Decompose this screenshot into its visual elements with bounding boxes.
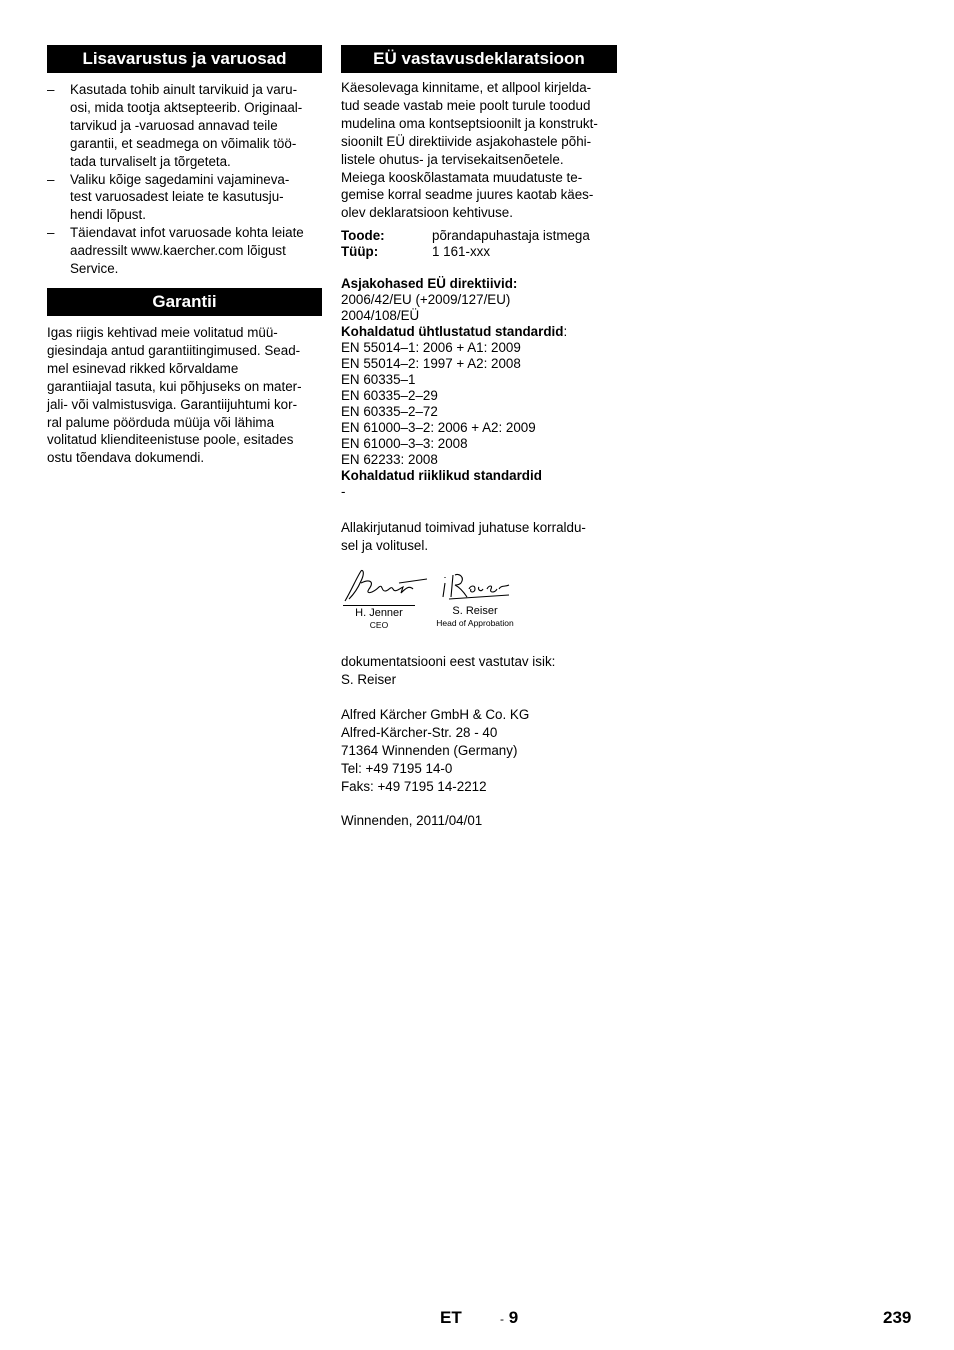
signatures bbox=[341, 567, 617, 637]
signature-reiser-icon bbox=[439, 567, 519, 605]
footer-page-number: 239 bbox=[883, 1308, 912, 1327]
signature-jenner-icon bbox=[339, 567, 429, 605]
accessories-item: – Täiendavat infot varuosade kohta leiate aadressilt www.kaercher.com lõigust Service. bbox=[47, 225, 304, 277]
right-column bbox=[341, 45, 617, 830]
product-info bbox=[341, 228, 617, 260]
declaration-intro: Käesolevaga kinnitame, et allpool kirjelda- tud seade vastab meie poolt turule toodud mudelina oma kontseptsioonilt ja konstrukt- sioonilt EÜ direktiivide asjakohastele põhi- listele ohutus- ja tervisekaitsenõetele. Meiega kooskõlastamata muudatuste te- gemise korral seadme juures kaotab käes- olev deklaratsioon kehtivuse. bbox=[341, 80, 598, 221]
company-address: Alfred Kärcher GmbH & Co. KG Alfred-Kärcher-Str. 28 - 40 71364 Winnenden (Germany) Tel: +49 7195 14-0 Faks: +49 7195 14-2212 bbox=[341, 706, 530, 794]
accessories-list bbox=[47, 81, 322, 278]
left-column bbox=[47, 45, 322, 467]
signed-text: Allakirjutanud toimivad juhatuse korraldu- sel ja volitusel. bbox=[341, 520, 586, 554]
harmonised-label-row: Kohaldatud ühtlustatud standardid: bbox=[341, 324, 568, 340]
place-date: Winnenden, 2011/04/01 bbox=[341, 813, 483, 829]
standards-block: Asjakohased EÜ direktiivid: 2006/42/EU (+2009/127/EU) 2004/108/EÜ Kohaldatud ühtlustatud standardid: EN 55014–1: 2006 + A1: 2009 EN 55014–2: 1997 + A2: 2008 EN 60335–1 EN 60335–2–29 EN 60335–2–72 EN 61000–3–2: 2006 + A2: 2009 EN 61000–3–3: 2008 EN 62233: 2008 Kohaldatud riiklikud standardid - bbox=[341, 276, 617, 500]
declaration-heading: EÜ vastavusdeklaratsioon bbox=[341, 45, 617, 73]
accessories-heading: Lisavarustus ja varuosad bbox=[47, 45, 322, 73]
signature-jenner: H. Jenner CEO bbox=[343, 567, 415, 631]
type-row: Tüüp: 1 161-xxx bbox=[341, 244, 491, 260]
warranty-heading: Garantii bbox=[47, 288, 322, 316]
footer-section-page: - 9 bbox=[500, 1308, 519, 1327]
responsible-person: dokumentatsiooni eest vastutav isik: S. Reiser bbox=[341, 654, 556, 687]
footer-language: ET bbox=[440, 1308, 462, 1327]
accessories-item: – Kasutada tohib ainult tarvikuid ja varu- osi, mida tootja aktsepteerib. Originaal- tarvikud ja -varuosad annavad teile garantii, et seadmega on võimalik töö- tada turvaliselt ja tõrgeteta. bbox=[47, 82, 303, 169]
signature-reiser: S. Reiser Head of Approbation bbox=[429, 567, 521, 629]
accessories-item: – Valiku kõige sagedamini vajamineva- test varuosadest leiate te kasutusju- hendi lõpust. bbox=[47, 171, 290, 223]
warranty-text: Igas riigis kehtivad meie volitatud müü- giesindaja antud garantiitingimused. Sead- mel esinevad rikked kõrvaldame garantiiajal tasuta, kui põhjuseks on mater- jali- või valmistusviga. Garantiijuhtumi kor- ral palume pöörduda müüja või lähima volitatud klienditeenistuse poole, esitades ostu tõendava dokumendi. bbox=[47, 324, 302, 466]
product-row: Toode: põrandapuhastaja istmega bbox=[341, 228, 590, 244]
